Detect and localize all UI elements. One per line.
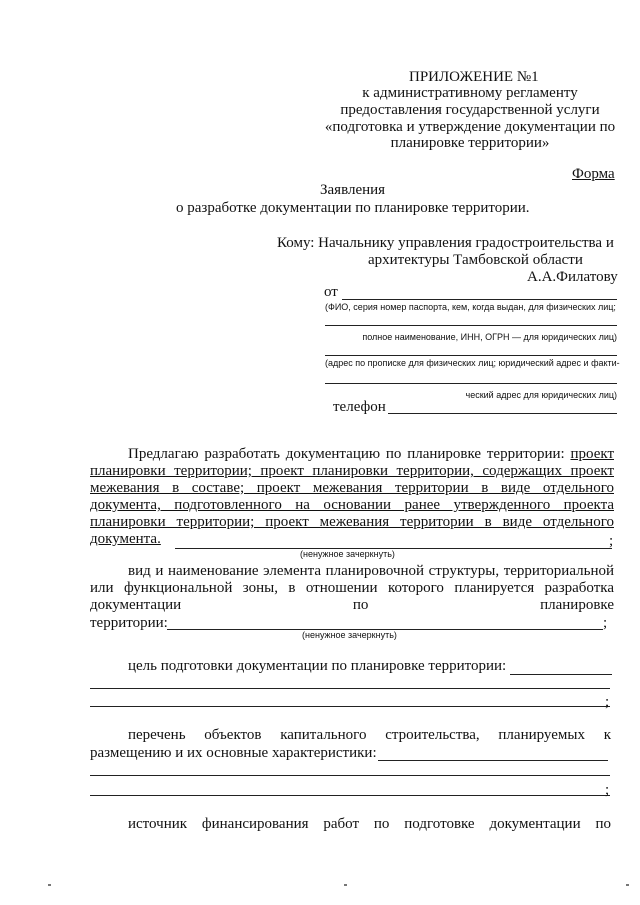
proposal-options: проект планировки территории; проект планировки территории, содержащих проект межевания в составе; проект межевания территории в виде отдельного документа, подготовленного на основании ранее утвержденного проекта планировки территории; проект межевания территории в виде отдельного документа. bbox=[90, 446, 614, 547]
kind-last: территории: bbox=[90, 615, 168, 631]
phone-field[interactable] bbox=[388, 413, 617, 414]
objects-label: перечень объектов капитального строительства, планируемых к bbox=[128, 727, 611, 743]
objects-field-2[interactable] bbox=[90, 775, 610, 776]
appendix-line: «подготовка и утверждение документации по bbox=[324, 119, 616, 135]
legal-hint: полное наименование, ИНН, ОГРН — для юридических лиц) bbox=[362, 332, 617, 342]
heading-title: Заявления bbox=[320, 182, 386, 198]
objects-field[interactable] bbox=[378, 760, 608, 761]
form-label: Форма bbox=[572, 166, 615, 182]
kind-end: ; bbox=[603, 615, 608, 631]
scan-speck bbox=[344, 884, 347, 886]
funding-label: источник финансирования работ по подготовке документации по bbox=[128, 816, 611, 832]
appendix-line: предоставления государственной услуги bbox=[340, 102, 600, 118]
address-line[interactable] bbox=[325, 355, 617, 356]
objects-label-2: размещению и их основные характеристики: bbox=[90, 745, 377, 761]
proposal-paragraph bbox=[90, 446, 614, 548]
kind-paragraph: вид и наименование элемента планировочной структуры, территориальной или функциональной зоны, в отношении которого планируется разработка документации по планировке bbox=[90, 563, 614, 613]
appendix-line: к административному регламенту bbox=[362, 85, 578, 101]
strike-hint-2: (ненужное зачеркнуть) bbox=[302, 630, 397, 640]
addressee-line: Кому: Начальнику управления градостроительства и bbox=[277, 235, 614, 251]
scan-speck bbox=[626, 884, 629, 886]
proposal-intro: Предлагаю разработать документацию по планировке территории: bbox=[128, 446, 571, 462]
goal-end: ; bbox=[605, 694, 610, 710]
goal-field-3[interactable] bbox=[90, 706, 610, 707]
addressee-name: А.А.Филатову bbox=[527, 269, 618, 285]
address-line-2[interactable] bbox=[325, 383, 617, 384]
address-hint-2: ческий адрес для юридических лиц) bbox=[465, 390, 617, 400]
objects-field-3[interactable] bbox=[90, 795, 610, 796]
from-legal-line[interactable] bbox=[325, 325, 617, 326]
scan-speck bbox=[48, 884, 51, 886]
goal-field[interactable] bbox=[510, 674, 612, 675]
fio-hint: (ФИО, серия номер паспорта, кем, когда выдан, для физических лиц; bbox=[325, 302, 616, 312]
appendix-title: ПРИЛОЖЕНИЕ №1 bbox=[409, 69, 539, 85]
address-hint: (адрес по прописке для физических лиц; юридический адрес и факти- bbox=[325, 358, 620, 368]
appendix-line: планировке территории» bbox=[390, 135, 550, 151]
goal-label: цель подготовки документации по планировке территории: bbox=[128, 658, 507, 674]
addressee-line: архитектуры Тамбовской области bbox=[368, 252, 583, 268]
objects-end: ; bbox=[605, 782, 610, 798]
from-fio-line[interactable] bbox=[342, 299, 617, 300]
phone-label: телефон bbox=[333, 399, 386, 415]
goal-field-2[interactable] bbox=[90, 688, 610, 689]
heading-subtitle: о разработке документации по планировке территории. bbox=[176, 200, 530, 216]
from-label: от bbox=[324, 284, 338, 300]
strike-hint: (ненужное зачеркнуть) bbox=[300, 549, 395, 559]
proposal-end: ; bbox=[609, 533, 614, 549]
